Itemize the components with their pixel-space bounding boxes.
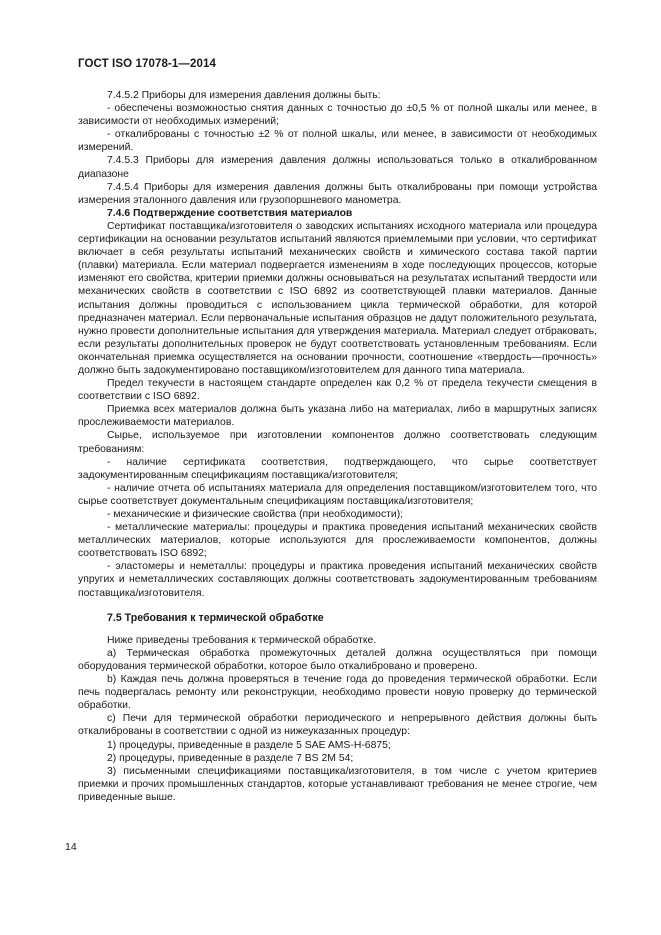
paragraph: Сертификат поставщика/изготовителя о заводских испытаниях исходного материала или процедура сертификации на основании результатов испытаний являются приемлемыми при условии, что сертификат включает в себя результаты испытаний механических свойств и химического состава такой партии (плавки) материала. Если материал подвергается изменениям в ходе последующих процессов, которые изменяют его свойства, критерии приемки должны основываться на результатах испытаний твердости или механических свойств в соответствии с ISO 6892 из соответствующей плавки материалов. Данные испытания должны проводиться с использованием цикла термической обработки, для которой предназначен материал. Если первоначальные испытания образцов не дадут положительного результата, нужно провести дополнительные испытания для утверждения материала. Материал следует отбраковать, если результаты дополнительных проверок не будут соответствовать установленным требованиям. Если окончательная приемка осуществляется на основании прочности, соотношение «твердость—прочность» должно быть задокументировано поставщиком/изготовителем для данного типа материала.	[78, 220, 597, 376]
paragraph: - металлические материалы: процедуры и практика проведения испытаний механических свойств металлических материалов, которые используются для прослеживаемости компонентов, должны соответствовать ISO 6892;	[78, 522, 597, 560]
paragraph: 7.4.5.2 Приборы для измерения давления должны быть:	[107, 90, 381, 101]
paragraph: Сырье, используемое при изготовлении компонентов должно соответствовать следующим требованиям:	[78, 430, 597, 455]
section-heading: 7.5 Требования к термической обработке	[107, 611, 324, 624]
paragraph: c) Печи для термической обработки периодического и непрерывного действия должны быть откалиброваны в соответствии с одной из нижеуказанных процедур:	[78, 713, 597, 738]
document-header: ГОСТ ISO 17078-1—2014	[78, 58, 216, 70]
paragraph: 7.4.5.4 Приборы для измерения давления должны быть откалиброваны при помощи устройства измерения эталонного давления или грузопоршневого манометра.	[78, 181, 597, 206]
paragraph: Предел текучести в настоящем стандарте определен как 0,2 % от предела текучести смещения в соответствии с ISO 6892.	[78, 378, 597, 403]
paragraph: Ниже приведены требования к термической обработке.	[107, 634, 377, 646]
paragraph: b) Каждая печь должна проверяться в течение года до проведения термической обработки. Если печь подвергалась ремонту или реконструкции, необходимо провести новую проверку до термической обработки.	[78, 674, 597, 712]
paragraph: - механические и физические свойства (при необходимости);	[107, 509, 404, 520]
paragraph: - обеспечены возможностью снятия данных с точностью до ±0,5 % от полной шкалы или менее, в зависимости от необходимых измерений;	[78, 103, 597, 128]
page-number: 14	[65, 841, 77, 853]
paragraph: - эластомеры и неметаллы: процедуры и практика проведения испытаний механических свойств упругих и неметаллических составляющих должны соответствовать задокументированным требованиям поставщика/изготовителя.	[78, 561, 597, 599]
paragraph: - наличие отчета об испытаниях материала для определения поставщиком/изготовителем того, что сырье соответствует документальным спецификациям поставщика/изготовителя;	[78, 482, 597, 507]
subsection-heading: 7.4.6 Подтверждение соответствия материалов	[107, 207, 353, 219]
paragraph: 1) процедуры, приведенные в разделе 5 SAE AMS-H-6875;	[107, 739, 391, 751]
paragraph: 7.4.5.3 Приборы для измерения давления должны использоваться только в откалиброванном диапазоне	[78, 155, 597, 180]
document-body	[78, 89, 597, 804]
paragraph: 3) письменными спецификациями поставщика/изготовителя, в том числе с учетом критериев приемки и прочих промышленных стандартов, которые устанавливают требования не менее строгие, чем приведенные выше.	[78, 765, 597, 803]
paragraph: a) Термическая обработка промежуточных деталей должна осуществляться при помощи оборудования термической обработки, которое было откалибровано и проверено.	[78, 647, 597, 672]
paragraph: Приемка всех материалов должна быть указана либо на материалах, либо в маршрутных записях прослеживаемости материалов.	[78, 404, 597, 429]
paragraph: - наличие сертификата соответствия, подтверждающего, что сырье соответствует задокументированным спецификациям поставщика/изготовителя;	[78, 456, 597, 481]
paragraph: - откалиброваны с точностью ±2 % от полной шкалы, или менее, в зависимости от необходимых измерений.	[78, 129, 597, 154]
paragraph: 2) процедуры, приведенные в разделе 7 BS 2M 54;	[107, 752, 354, 764]
